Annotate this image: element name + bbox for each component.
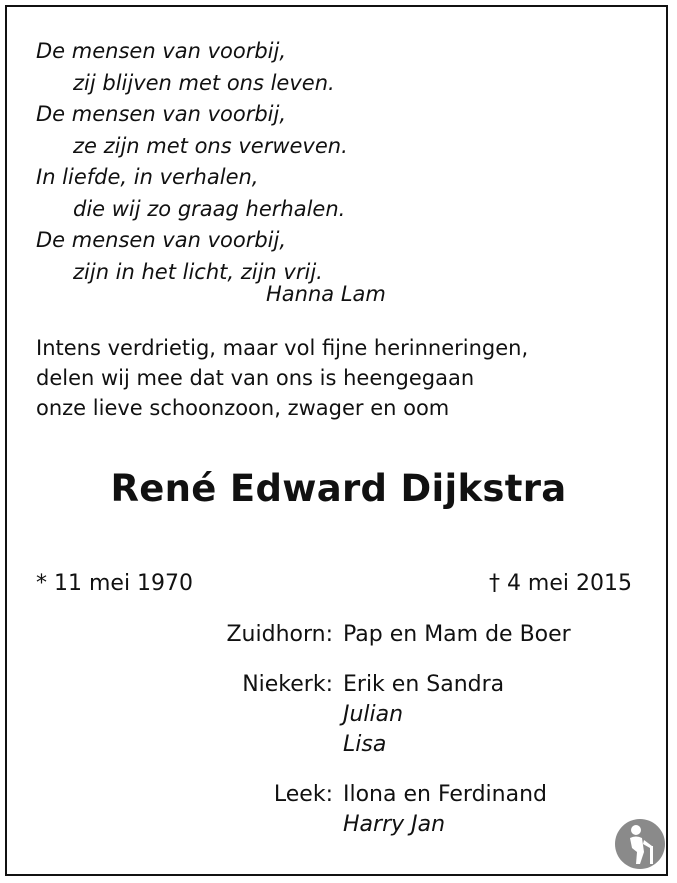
- poem-line: zijn in het licht, zijn vrij.: [73, 259, 323, 284]
- intro-line: onze lieve schoonzoon, zwager en oom: [36, 396, 450, 420]
- family-group: [200, 620, 571, 650]
- poem-line: zij blijven met ons leven.: [73, 70, 335, 95]
- intro-line: delen wij mee dat van ons is heengegaan: [36, 366, 475, 390]
- poem-line: De mensen van voorbij,: [36, 102, 287, 126]
- poem-line: ze zijn met ons verweven.: [73, 133, 348, 158]
- family-names: Ilona en Ferdinand: [343, 782, 548, 807]
- family-place: Niekerk:: [242, 672, 333, 697]
- family-group: [200, 670, 571, 760]
- intro-text: [36, 333, 528, 423]
- poem-line: die wij zo graag herhalen.: [73, 196, 346, 221]
- family-names: Erik en Sandra: [343, 672, 505, 697]
- family-list: [200, 620, 571, 860]
- deceased-name: René Edward Dijkstra: [110, 467, 567, 510]
- family-place: Leek:: [273, 782, 333, 807]
- poem: [36, 36, 348, 288]
- poem-line: De mensen van voorbij,: [36, 228, 287, 252]
- family-place: Zuidhorn:: [226, 622, 333, 647]
- poem-line: In liefde, in verhalen,: [36, 165, 259, 189]
- family-child: Lisa: [343, 732, 387, 757]
- family-names: Pap en Mam de Boer: [343, 622, 571, 647]
- death-date: † 4 mei 2015: [488, 571, 632, 596]
- family-group: [200, 780, 571, 840]
- family-child: Julian: [343, 702, 404, 727]
- family-child: Harry Jan: [343, 812, 446, 837]
- memorial-figure-icon: [614, 818, 666, 870]
- poem-author: Hanna Lam: [266, 282, 386, 306]
- poem-line: De mensen van voorbij,: [36, 39, 287, 63]
- birth-date: * 11 mei 1970: [36, 571, 194, 596]
- intro-line: Intens verdrietig, maar vol fijne herinneringen,: [36, 336, 529, 360]
